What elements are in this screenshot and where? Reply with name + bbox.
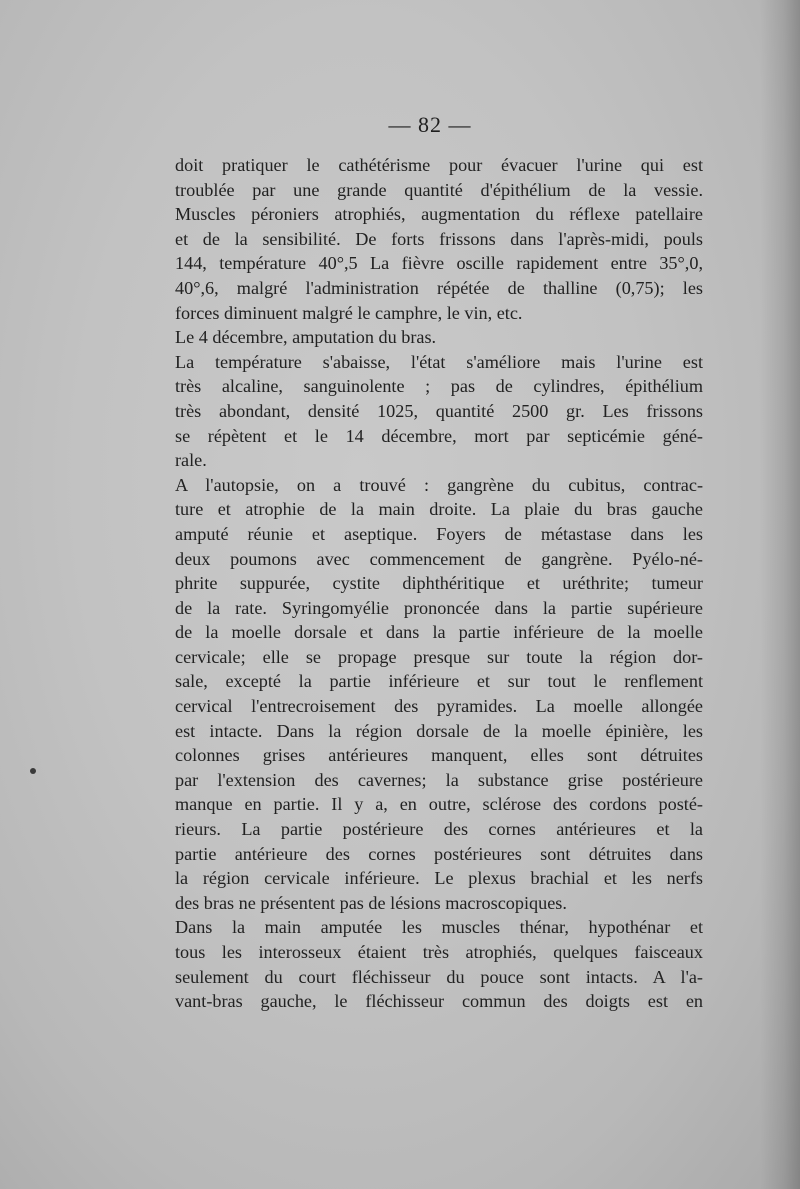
- text-line: est intacte. Dans la région dorsale de la moelle épinière, les: [175, 720, 703, 741]
- text-line: A l'autopsie, on a trouvé : gangrène du cubitus, contrac-: [175, 474, 703, 495]
- text-line: deux poumons avec commencement de gangrène. Pyélo-né-: [175, 548, 703, 569]
- text-line: 40°,6, malgré l'administration répétée de thalline (0,75); les: [175, 277, 703, 298]
- page-number: — 82 —: [388, 112, 472, 137]
- ink-speck: [30, 768, 36, 774]
- text-line: vant-bras gauche, le fléchisseur commun des doigts est en: [175, 991, 703, 1012]
- text-line: partie antérieure des cornes postérieures sont détruites dans: [175, 843, 703, 864]
- text-line: de la rate. Syringomyélie prononcée dans la partie supérieure: [175, 597, 703, 618]
- text-line: La température s'abaisse, l'état s'améliore mais l'urine est: [175, 351, 703, 372]
- text-line: rieurs. La partie postérieure des cornes antérieures et la: [175, 819, 703, 840]
- text-line: tous les interosseux étaient très atrophiés, quelques faisceaux: [175, 942, 703, 962]
- text-line: manque en partie. Il y a, en outre, sclérose des cordons posté-: [175, 794, 703, 815]
- text-line: phrite suppurée, cystite diphthéritique et uréthrite; tumeur: [175, 573, 703, 594]
- text-line: des bras ne présentent pas de lésions macroscopiques.: [175, 892, 567, 913]
- text-line: et de la sensibilité. De forts frissons dans l'après-midi, pouls: [175, 228, 703, 249]
- text-line: cervical l'entrecroisement des pyramides. La moelle allongée: [175, 696, 703, 717]
- text-line: par l'extension des cavernes; la substance grise postérieure: [175, 769, 703, 790]
- text-line: rale.: [175, 450, 207, 471]
- text-line: troublée par une grande quantité d'épithélium de la vessie.: [175, 179, 703, 200]
- text-line: très abondant, densité 1025, quantité 2500 gr. Les frissons: [175, 400, 703, 421]
- text-line: amputé réunie et aseptique. Foyers de métastase dans les: [175, 523, 703, 544]
- text-line: forces diminuent malgré le camphre, le vin, etc.: [175, 302, 523, 323]
- text-line: seulement du court fléchisseur du pouce sont intacts. A l'a-: [175, 966, 703, 987]
- text-line: Le 4 décembre, amputation du bras.: [175, 327, 437, 348]
- text-line: colonnes grises antérieures manquent, elles sont détruites: [175, 745, 703, 766]
- body-text: [175, 153, 703, 1014]
- text-line: 144, température 40°,5 La fièvre oscille rapidement entre 35°,0,: [175, 253, 703, 274]
- page-edge-shadow: [760, 0, 800, 1189]
- text-line: très alcaline, sanguinolente ; pas de cylindres, épithélium: [175, 376, 703, 397]
- text-line: sale, excepté la partie inférieure et sur tout le renflement: [175, 671, 703, 692]
- text-line: Muscles péroniers atrophiés, augmentation du réflexe patellaire: [175, 204, 703, 225]
- text-line: la région cervicale inférieure. Le plexus brachial et les nerfs: [175, 868, 703, 889]
- text-line: ture et atrophie de la main droite. La plaie du bras gauche: [175, 499, 703, 520]
- text-line: de la moelle dorsale et dans la partie inférieure de la moelle: [175, 622, 703, 643]
- text-line: cervicale; elle se propage presque sur toute la région dor-: [175, 646, 703, 667]
- text-line: Dans la main amputée les muscles thénar, hypothénar et: [175, 917, 703, 938]
- text-line: doit pratiquer le cathétérisme pour évacuer l'urine qui est: [175, 155, 703, 175]
- text-line: se répètent et le 14 décembre, mort par septicémie géné-: [175, 425, 703, 446]
